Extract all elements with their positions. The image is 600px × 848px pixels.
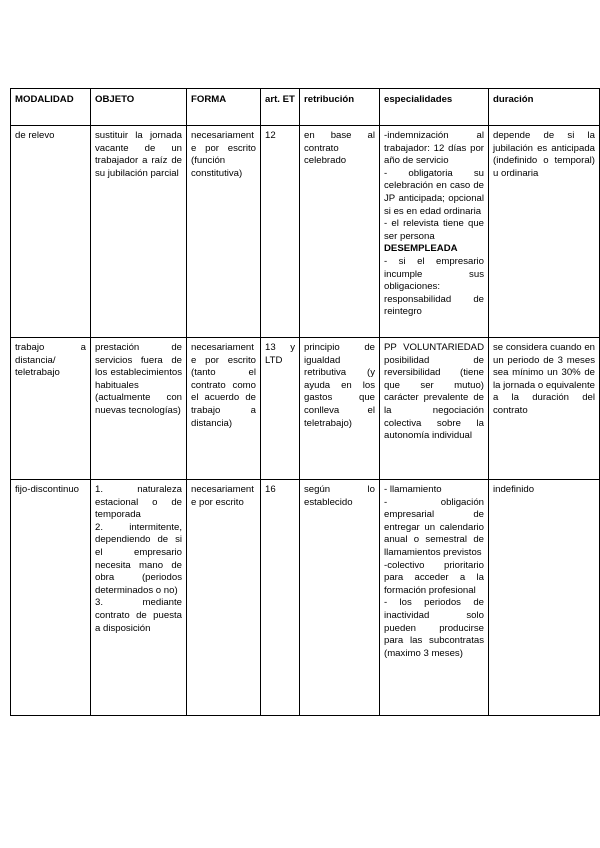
cell-art: 12	[261, 126, 300, 338]
header-forma: FORMA	[187, 89, 261, 126]
objeto-item: 2. intermitente, dependiendo de si el empresario necesita mano de obra (periodos determinados o no)	[95, 521, 182, 596]
table-header-row	[11, 89, 600, 126]
objeto-item: 3. mediante contrato de puesta a disposición	[95, 597, 182, 634]
header-art-et: art. ET	[261, 89, 300, 126]
cell-especialidades	[380, 126, 489, 338]
cell-retribucion: en base al contrato celebrado	[300, 126, 380, 338]
especialidad-item: - el relevista tiene que ser persona	[384, 218, 484, 242]
header-especialidades: especialidades	[380, 89, 489, 126]
cell-modalidad: fijo-discontinuo	[11, 480, 91, 716]
cell-especialidades	[380, 338, 489, 480]
cell-duracion: indefinido	[489, 480, 600, 716]
table-row	[11, 338, 600, 480]
especialidad-item: - los periodos de inactividad solo pueden producirse para las subcontratas (maximo 3 meses)	[384, 597, 484, 659]
cell-objeto: prestación de servicios fuera de los establecimientos habituales (actualmente con nuevas tecnologías)	[91, 338, 187, 480]
cell-objeto: sustituir la jornada vacante de un trabajador a raíz de su jubilación parcial	[91, 126, 187, 338]
cell-forma: necesariamente por escrito	[187, 480, 261, 716]
cell-objeto	[91, 480, 187, 716]
especialidad-item: - obligatoria su celebración en caso de JP anticipada; opcional si es en edad ordinaria	[384, 167, 484, 217]
header-retribucion: retribución	[300, 89, 380, 126]
cell-duracion: depende de si la jubilación es anticipada (indefinido o temporal) u ordinaria	[489, 126, 600, 338]
especialidad-item: - si el empresario incumple sus obligaciones: responsabilidad de reintegro	[384, 255, 484, 318]
cell-forma: necesariamente por escrito (tanto el contrato como el acuerdo de trabajo a distancia)	[187, 338, 261, 480]
especialidad-item: - obligación empresarial de entregar un calendario anual o semestral de llamamientos previstos	[384, 496, 484, 558]
especialidad-item-emphasis: DESEMPLEADA	[384, 243, 458, 255]
especialidad-item: - llamamiento	[384, 484, 442, 495]
cell-retribucion: principio de igualdad retributiva (y ayuda en los gastos que conlleva el teletrabajo)	[300, 338, 380, 480]
table-row	[11, 480, 600, 716]
contract-modalities-table	[10, 88, 600, 716]
header-objeto: OBJETO	[91, 89, 187, 126]
header-duracion: duración	[489, 89, 600, 126]
table-row	[11, 126, 600, 338]
header-modalidad: MODALIDAD	[11, 89, 91, 126]
cell-forma: necesariamente por escrito (función constitutiva)	[187, 126, 261, 338]
objeto-item: 1. naturaleza estacional o de temporada	[95, 484, 182, 521]
cell-art: 16	[261, 480, 300, 716]
cell-art: 13 y LTD	[261, 338, 300, 480]
especialidad-item: PP VOLUNTARIEDAD posibilidad de reversibilidad (tiene que ser mutuo) carácter prevalente de la negociación colectiva sobre la autonomía individual	[384, 342, 484, 442]
cell-retribucion: según lo establecido	[300, 480, 380, 716]
cell-modalidad: trabajo a distancia/ teletrabajo	[11, 338, 91, 480]
cell-modalidad: de relevo	[11, 126, 91, 338]
cell-duracion: se considera cuando en un periodo de 3 meses sea mínimo un 30% de la jornada o equivalente a la duración del contrato	[489, 338, 600, 480]
cell-especialidades	[380, 480, 489, 716]
especialidad-item: -colectivo prioritario para acceder a la formación profesional	[384, 559, 484, 596]
especialidad-item: -indemnización al trabajador: 12 días por año de servicio	[384, 130, 484, 167]
